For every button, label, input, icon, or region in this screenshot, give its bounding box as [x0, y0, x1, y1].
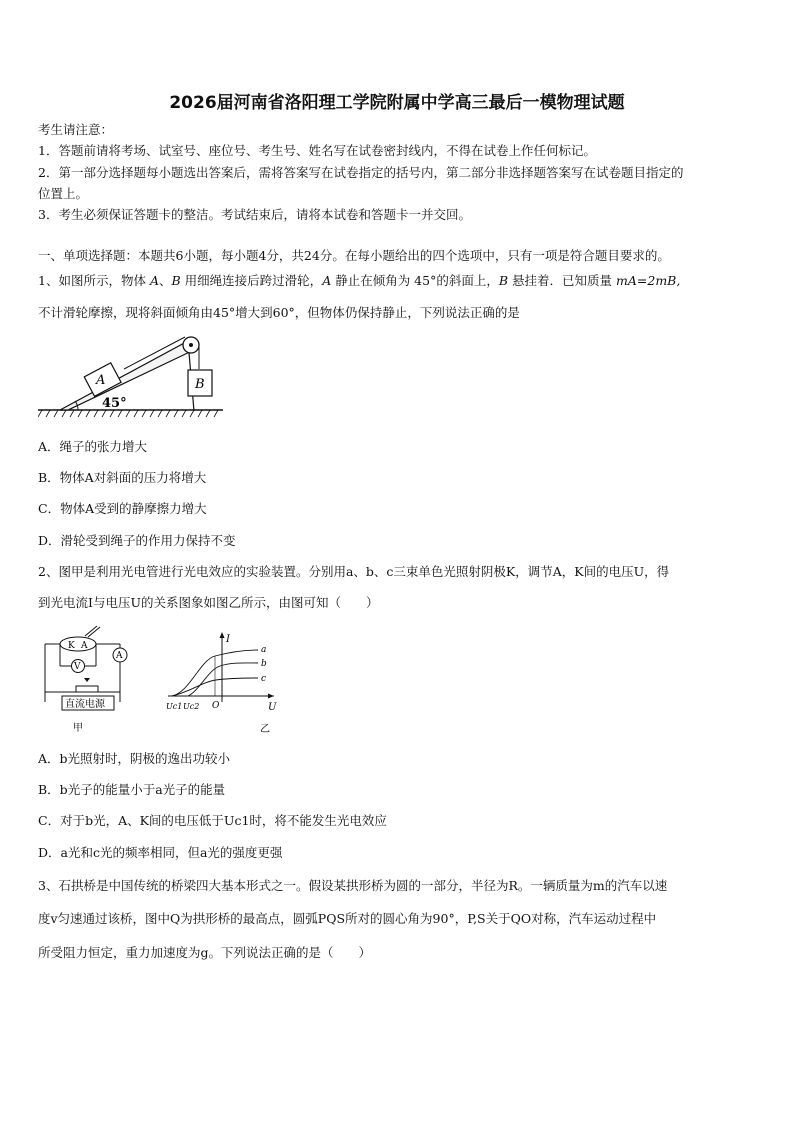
q1-option-c[interactable]: C．物体A受到的静摩擦力增大 [38, 501, 207, 516]
power-supply-label: 直流电源 [65, 699, 105, 710]
q2-figure-circuit [40, 624, 140, 736]
q2-figure-iu-graph [160, 630, 280, 736]
q3-stem-line3: 所受阻力恒定，重力加速度为g。下列说法正确的是（ ） [38, 945, 372, 960]
figure-yi-label: 乙 [260, 724, 270, 735]
q1-block-a-label: A [96, 373, 106, 388]
axis-u-label: U [268, 702, 277, 713]
svg-text:K: K [68, 641, 75, 651]
uc1-label: Uc1 [166, 702, 183, 711]
notice-item-2-cont: 位置上。 [38, 186, 89, 201]
axis-i-label: I [226, 634, 230, 645]
curve-b-label: b [261, 659, 267, 669]
q1-option-a[interactable]: A．绳子的张力增大 [38, 439, 148, 454]
q1-angle-label: 45° [102, 396, 127, 411]
curve-c-label: c [261, 674, 267, 684]
section-heading: 一、单项选择题：本题共6小题，每小题4分，共24分。在每小题给出的四个选项中，只有一项是符合题目要求的。 [38, 248, 670, 263]
q2-option-a[interactable]: A．b光照射时，阴极的逸出功较小 [38, 751, 231, 766]
voltmeter-label: V [74, 662, 81, 672]
q2-option-c[interactable]: C．对于b光，A、K间的电压低于Uc1时，将不能发生光电效应 [38, 813, 387, 828]
q1-stem-line2: 不计滑轮摩擦，现将斜面倾角由45°增大到60°，但物体仍保持静止，下列说法正确的是 [38, 305, 520, 320]
q2-option-b[interactable]: B．b光子的能量小于a光子的能量 [38, 782, 226, 797]
figure-jia-label: 甲 [73, 723, 83, 734]
notice-item-2: 2．第一部分选择题每小题选出答案后，需将答案写在试卷指定的括号内，第二部分非选择题答案写在试卷题目指定的 [38, 165, 684, 180]
q3-stem-line2: 度v匀速通过该桥，图中Q为拱形桥的最高点，圆弧PQS所对的圆心角为90°，P,S关于QO对称，汽车运动过程中 [38, 911, 657, 926]
q3-stem-line1: 3、石拱桥是中国传统的桥梁四大基本形式之一。假设某拱形桥为圆的一部分，半径为R。一辆质量为m的汽车以速 [38, 878, 668, 893]
q1-option-b[interactable]: B．物体A对斜面的压力将增大 [38, 470, 207, 485]
notice-heading: 考生请注意： [38, 122, 114, 137]
q2-option-d[interactable]: D．a光和c光的频率相同，但a光的强度更强 [38, 845, 283, 860]
ammeter-label: A [116, 651, 123, 661]
q2-stem-line2: 到光电流I与电压U的关系图象如图乙所示，由图可知（ ） [38, 595, 379, 610]
q2-stem-line1: 2、图甲是利用光电管进行光电效应的实验装置。分别用a、b、c三束单色光照射阴极K，调节A，K间的电压U，得 [38, 564, 670, 579]
q1-stem-line1: 1、如图所示，物体 A、B 用细绳连接后跨过滑轮，A 静止在倾角为 45°的斜面上，B 悬挂着．已知质量 mA=2mB, [38, 273, 681, 288]
page-title: 2026届河南省洛阳理工学院附属中学高三最后一模物理试题 [169, 93, 625, 113]
q1-block-b-label: B [195, 377, 205, 392]
svg-text:A: A [81, 641, 88, 651]
origin-label: O [212, 701, 220, 711]
q1-figure-incline [38, 325, 228, 420]
uc2-label: Uc2 [183, 702, 200, 711]
notice-item-1: 1．答题前请将考场、试室号、座位号、考生号、姓名写在试卷密封线内，不得在试卷上作任何标记。 [38, 143, 596, 158]
curve-a-label: a [261, 645, 267, 655]
q1-option-d[interactable]: D．滑轮受到绳子的作用力保持不变 [38, 533, 236, 548]
notice-item-3: 3．考生必须保证答题卡的整洁。考试结束后，请将本试卷和答题卡一并交回。 [38, 207, 471, 222]
